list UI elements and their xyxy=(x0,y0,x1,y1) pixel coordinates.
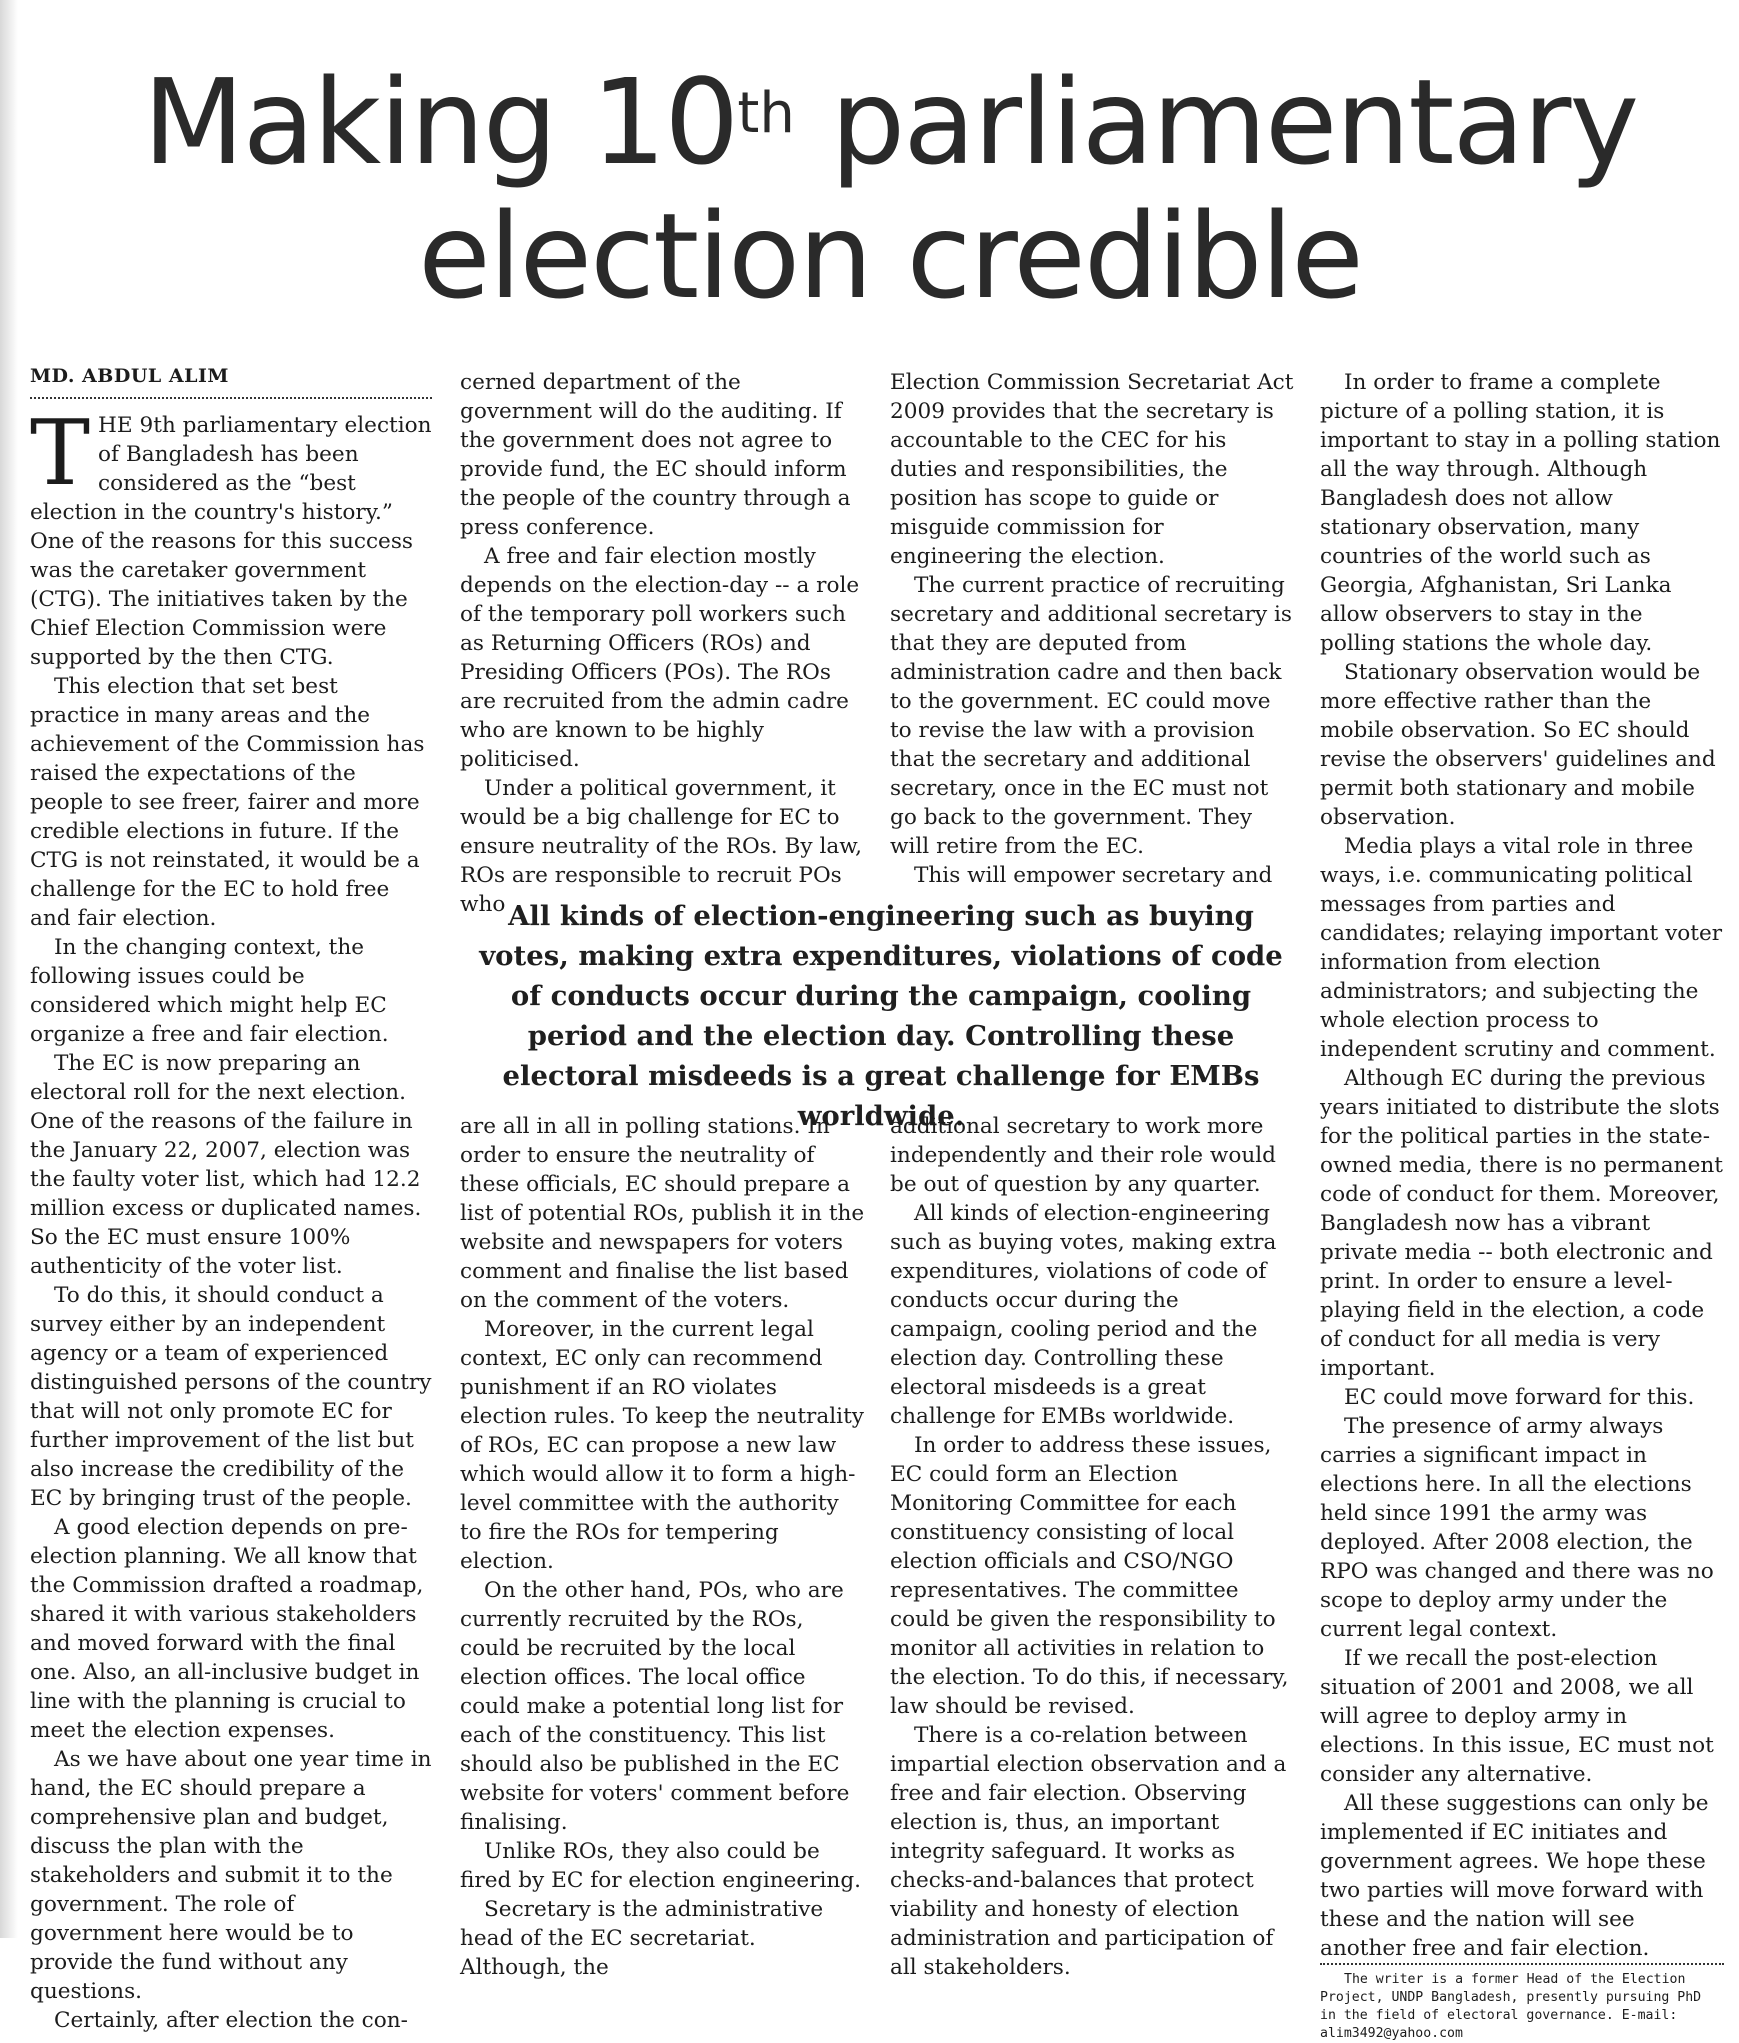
col1-paragraph: Certainly, after election the con- xyxy=(54,2008,408,2033)
byline: MD. ABDUL ALIM xyxy=(30,362,432,399)
col2-paragraph: Under a political government, it would be a big challenge for EC to ensure neutrality of the ROs. By law, ROs are responsible to recruit POs who xyxy=(460,776,863,917)
col3b-paragraph: additional secretary to work more independently and their role would be out of question by any quarter. xyxy=(890,1114,1276,1197)
col3-paragraph: Election Commission Secretariat Act 2009 provides that the secretary is accountable to the CEC for his duties and responsibilities, the position has scope to guide or misguide commission for engineering the election. xyxy=(890,370,1294,569)
col1-paragraph: As we have about one year time in hand, the EC should prepare a comprehensive plan and budget, discuss the plan with the stakeholders and submit it to the government. The role of government here would be to provide the fund without any questions. xyxy=(30,1747,432,2004)
column-3-bottom xyxy=(890,1112,1295,1982)
col4-paragraph: If we recall the post-election situation of 2001 and 2008, we all will agree to deploy army in elections. In this issue, EC must not consider any alternative. xyxy=(1320,1646,1714,1787)
col1-paragraph xyxy=(30,401,432,672)
col4-paragraph: Media plays a vital role in three ways, i.e. communicating political messages from parties and candidates; relaying important voter information from election administrators; and subjecting the whole election process to independent scrutiny and comment. xyxy=(1320,834,1723,1062)
col2-paragraph: A free and fair election mostly depends on the election-day -- a role of the temporary poll workers such as Returning Officers (ROs) and Presiding Officers (POs). The ROs are recruited from the admin cadre who are known to be highly politicised. xyxy=(460,544,860,772)
col4-paragraph: All these suggestions can only be implemented if EC initiates and government agrees. We hope these two parties will move forward with these and the nation will see another free and fair election. xyxy=(1320,1791,1709,1961)
headline-making: Making 10 xyxy=(142,53,738,191)
col2b-paragraph: Unlike ROs, they also could be fired by EC for election engineering. xyxy=(460,1839,862,1893)
col2-paragraph: cerned department of the government will do the auditing. If the government does not agree to provide fund, the EC should inform the people of the country through a press conference. xyxy=(460,370,851,540)
column-3-top xyxy=(890,368,1295,890)
drop-cap: T xyxy=(30,401,91,506)
col2b-paragraph: are all in all in polling stations. In order to ensure the neutrality of these officials, EC should prepare a list of potential ROs, publish it in the website and newspapers for voters comment and finalise the list based on the comment of the voters. xyxy=(460,1114,865,1313)
col3b-paragraph: There is a co-relation between impartial election observation and a free and fair election. Observing election is, thus, an important integrity safeguard. It works as checks-and-balances that protect viability and honesty of election administration and participation of all stakeholders. xyxy=(890,1723,1287,1980)
column-2-top xyxy=(460,368,865,919)
col4-paragraph: Stationary observation would be more effective rather than the mobile observation. So EC should revise the observers' guidelines and permit both stationary and mobile observation. xyxy=(1320,660,1716,830)
col3b-paragraph: In order to address these issues, EC could form an Election Monitoring Committee for each constituency consisting of local election officials and CSO/NGO representatives. The committee could be given the responsibility to monitor all activities in relation to the election. To do this, if necessary, law should be revised. xyxy=(890,1433,1289,1719)
column-4 xyxy=(1320,368,1724,2043)
col3b-paragraph: All kinds of election-engineering such as buying votes, making extra expenditures, violations of code of conducts occur during the campaign, cooling period and the election day. Controlling these electoral misdeeds is a great challenge for EMBs worldwide. xyxy=(890,1201,1277,1429)
headline xyxy=(140,55,1640,323)
col1-p0: HE 9th parliamentary election of Bangladesh has been considered as the “best election in the country's history.” One of the reasons for this success was the caretaker government (CTG). The initiatives taken by the Chief Election Commission were supported by the then CTG. xyxy=(30,413,432,670)
col1-paragraph: The EC is now preparing an electoral roll for the next election. One of the reasons of the failure in the January 22, 2007, election was the faulty voter list, which had 12.2 million excess or duplicated names. So the EC must ensure 100% authenticity of the voter list. xyxy=(30,1051,422,1279)
column-1 xyxy=(30,362,432,2035)
col4-paragraph: In order to frame a complete picture of a polling station, it is important to stay in a polling station all the way through. Although Bangladesh does not allow stationary observation, many countries of the world such as Georgia, Afghanistan, Sri Lanka allow observers to stay in the polling stations the whole day. xyxy=(1320,370,1721,656)
col4-paragraph: Although EC during the previous years initiated to distribute the slots for the political parties in the state-owned media, there is no permanent code of conduct for them. Moreover, Bangladesh now has a vibrant private media -- both electronic and print. In order to ensure a level-playing field in the election, a code of conduct for all media is very important. xyxy=(1320,1066,1723,1381)
col2b-paragraph: Secretary is the administrative head of the EC secretariat. Although, the xyxy=(460,1897,824,1980)
column-2-bottom xyxy=(460,1112,865,1982)
col3-paragraph: The current practice of recruiting secretary and additional secretary is that they are deputed from administration cadre and then back to the government. EC could move to revise the law with a provision that the secretary and additional secretary, once in the EC must not go back to the government. They will retire from the EC. xyxy=(890,573,1293,859)
headline-line2: election credible xyxy=(418,187,1362,325)
col1-paragraph: To do this, it should conduct a survey either by an independent agency or a team of experienced distinguished persons of the country that will not only promote EC for further improvement of the list but also increase the credibility of the EC by bringing trust of the people. xyxy=(30,1283,432,1511)
col1-paragraph: This election that set best practice in many areas and the achievement of the Commission has raised the expectations of the people to see freer, fairer and more credible elections in future. If the CTG is not reinstated, it would be a challenge for the EC to hold free and fair election. xyxy=(30,674,425,931)
author-footnote: The writer is a former Head of the Election Project, UNDP Bangladesh, presently pursuing PhD in the field of electoral governance. E-mail: alim3492@yahoo.com xyxy=(1320,1963,1724,2043)
col2b-paragraph: On the other hand, POs, who are currently recruited by the ROs, could be recruited by the local election offices. The local office could make a potential long list for each of the constituency. This list should also be published in the EC website for voters' comment before finalising. xyxy=(460,1578,850,1835)
col2b-paragraph: Moreover, in the current legal context, EC only can recommend punishment if an RO violates election rules. To keep the neutrality of ROs, EC can propose a new law which would allow it to form a high-level committee with the authority to fire the ROs for tempering election. xyxy=(460,1317,864,1574)
col1-paragraph: A good election depends on pre-election planning. We all know that the Commission drafted a roadmap, shared it with various stakeholders and moved forward with the final one. Also, an all-inclusive budget in line with the planning is crucial to meet the election expenses. xyxy=(30,1515,424,1743)
col1-paragraph: In the changing context, the following issues could be considered which might help EC organize a free and fair election. xyxy=(30,935,389,1047)
page-edge-shadow xyxy=(0,0,18,1938)
headline-line1-rest: parliamentary xyxy=(794,53,1638,191)
headline-superscript: th xyxy=(737,81,795,146)
col4-paragraph: The presence of army always carries a significant impact in elections here. In all the elections held since 1991 the army was deployed. After 2008 election, the RPO was changed and there was no scope to deploy army under the current legal context. xyxy=(1320,1414,1714,1642)
col4-paragraph: EC could move forward for this. xyxy=(1344,1385,1695,1410)
col3-paragraph: This will empower secretary and xyxy=(914,863,1273,888)
pull-quote: All kinds of election-engineering such as buying votes, making extra expenditures, violations of code of conducts occur during the campaign, cooling period and the election day. Controlling these electoral misdeeds is a great challenge for EMBs worldwide. xyxy=(479,900,1283,1132)
